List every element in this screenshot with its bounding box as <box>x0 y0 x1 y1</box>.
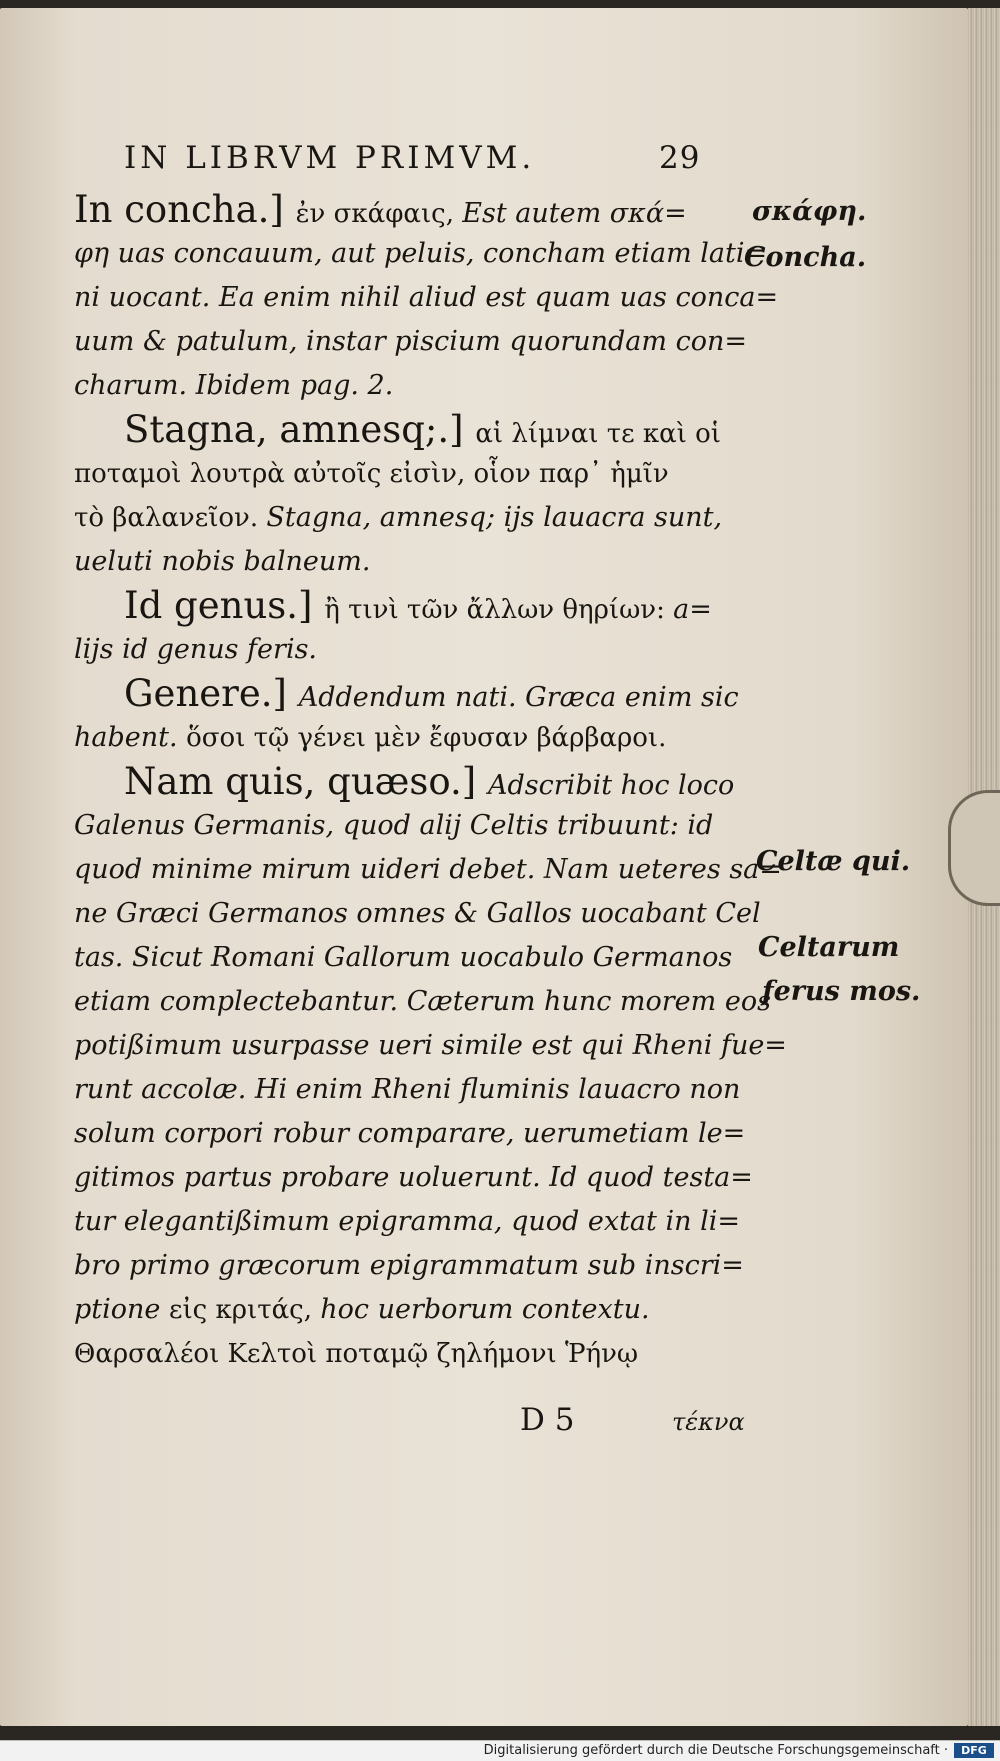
latin-text: ptione <box>74 1294 169 1325</box>
latin-text: ueluti nobis balneum. <box>74 546 371 577</box>
latin-text: habent. <box>74 722 187 753</box>
text-line <box>74 1200 754 1244</box>
text-line <box>74 540 754 584</box>
latin-text: lijs id genus feris. <box>74 634 318 665</box>
lemma: Stagna, amnesq;.] <box>124 408 476 451</box>
text-line <box>74 452 754 496</box>
text-line <box>74 892 761 936</box>
text-line <box>74 276 779 320</box>
running-title: IN LIBRVM PRIMVM. <box>124 140 536 176</box>
latin-text: Stagna, amnesq; ijs lauacra sunt, <box>266 502 723 533</box>
greek-text: ἢ τινὶ τῶν ἄλλων θηρίων: <box>324 595 674 625</box>
greek-text: τὸ βαλανεῖον. <box>74 503 267 533</box>
margin-note-skaphe: σκάφη. <box>752 196 867 227</box>
text-line <box>74 1024 787 1068</box>
margin-note-celtae-qui: Celtæ qui. <box>756 846 911 877</box>
running-header <box>124 140 701 180</box>
latin-text: hoc uerborum contextu. <box>320 1294 650 1325</box>
margin-note-celtarum: Celtarum <box>758 932 900 963</box>
text-line <box>74 716 754 760</box>
text-line <box>74 1244 754 1288</box>
signature-mark: D 5 <box>520 1402 575 1438</box>
latin-text: bro primo græcorum epigrammatum sub inscri= <box>74 1250 744 1281</box>
latin-text: uum & patulum, instar piscium quorundam con= <box>74 326 747 357</box>
text-line <box>74 936 754 980</box>
lemma: In concha.] <box>74 188 296 231</box>
text-line <box>74 980 771 1024</box>
text-line <box>74 584 754 628</box>
greek-text: Θαρσαλέοι Κελτοὶ ποταμῷ ζηλήμονι Ῥήνῳ <box>74 1339 639 1369</box>
latin-text: a= <box>673 594 712 625</box>
text-line <box>74 672 754 716</box>
text-line <box>74 232 768 276</box>
latin-text: φη uas concauum, aut peluis, concham etiam lati= <box>74 238 768 269</box>
margin-note-concha: Concha. <box>744 242 867 273</box>
dfg-logo: DFG <box>954 1743 994 1758</box>
text-line <box>74 1112 754 1156</box>
text-line <box>74 1288 754 1332</box>
book-clasp <box>948 790 1000 906</box>
latin-text: Addendum nati. Græca enim sic <box>298 682 739 713</box>
text-line <box>74 1068 754 1112</box>
text-line <box>74 188 754 232</box>
latin-text: runt accolæ. Hi enim Rheni fluminis lauacro non <box>74 1074 741 1105</box>
lemma: Genere.] <box>124 672 299 715</box>
greek-text: εἰς κριτάς, <box>168 1295 321 1325</box>
latin-text: solum corpori robur comparare, uerumetiam le= <box>74 1118 746 1149</box>
lemma: Nam quis, quæso.] <box>124 760 489 803</box>
text-line <box>74 1156 754 1200</box>
latin-text: quod minime mirum uideri debet. Nam ueteres sa= <box>74 854 782 885</box>
text-line <box>74 848 782 892</box>
latin-text: gitimos partus probare uoluerunt. Id quod testa= <box>74 1162 753 1193</box>
text-line <box>74 804 754 848</box>
greek-text: αἱ λίμναι τε καὶ οἱ <box>475 419 721 449</box>
latin-text: tur elegantißimum epigramma, quod extat in li= <box>74 1206 740 1237</box>
greek-text: ὅσοι τῷ γένει μὲν ἔφυσαν βάρβαροι. <box>186 723 667 753</box>
latin-text: Est autem σκά= <box>462 198 687 229</box>
greek-text: ποταμοὶ λουτρὰ αὐτοῖς εἰσὶν, οἷον παρ᾽ ἡμῖν <box>74 459 669 489</box>
latin-text: Adscribit hoc loco <box>488 770 735 801</box>
text-line <box>74 408 754 452</box>
text-line <box>74 1332 754 1376</box>
text-line <box>74 760 754 804</box>
text-line <box>74 320 754 364</box>
lemma: Id genus.] <box>124 584 325 627</box>
latin-text: charum. Ibidem pag. 2. <box>74 370 394 401</box>
text-line <box>74 364 754 408</box>
margin-note-ferus-mos: ferus mos. <box>762 976 921 1007</box>
latin-text: ne Græci Germanos omnes & Gallos uocabant Cel <box>74 898 761 929</box>
page-number: 29 <box>659 140 701 176</box>
latin-text: Galenus Germanis, quod alij Celtis tribuunt: id <box>74 810 714 841</box>
text-line <box>74 496 754 540</box>
greek-text: ἐν σκάφαις, <box>295 199 463 229</box>
latin-text: tas. Sicut Romani Gallorum uocabulo Germanos <box>74 942 733 973</box>
latin-text: etiam complectebantur. Cæterum hunc morem eos <box>74 986 771 1017</box>
footer-credit: Digitalisierung gefördert durch die Deutsche Forschungsgemeinschaft · <box>483 1743 948 1758</box>
commentary-text <box>74 188 787 1376</box>
latin-text: ni uocant. Ea enim nihil aliud est quam uas conca= <box>74 282 779 313</box>
text-line <box>74 628 754 672</box>
catchword: τέκνα <box>672 1408 745 1436</box>
digitization-footer <box>0 1740 1000 1761</box>
latin-text: potißimum usurpasse ueri simile est qui Rheni fue= <box>74 1030 787 1061</box>
